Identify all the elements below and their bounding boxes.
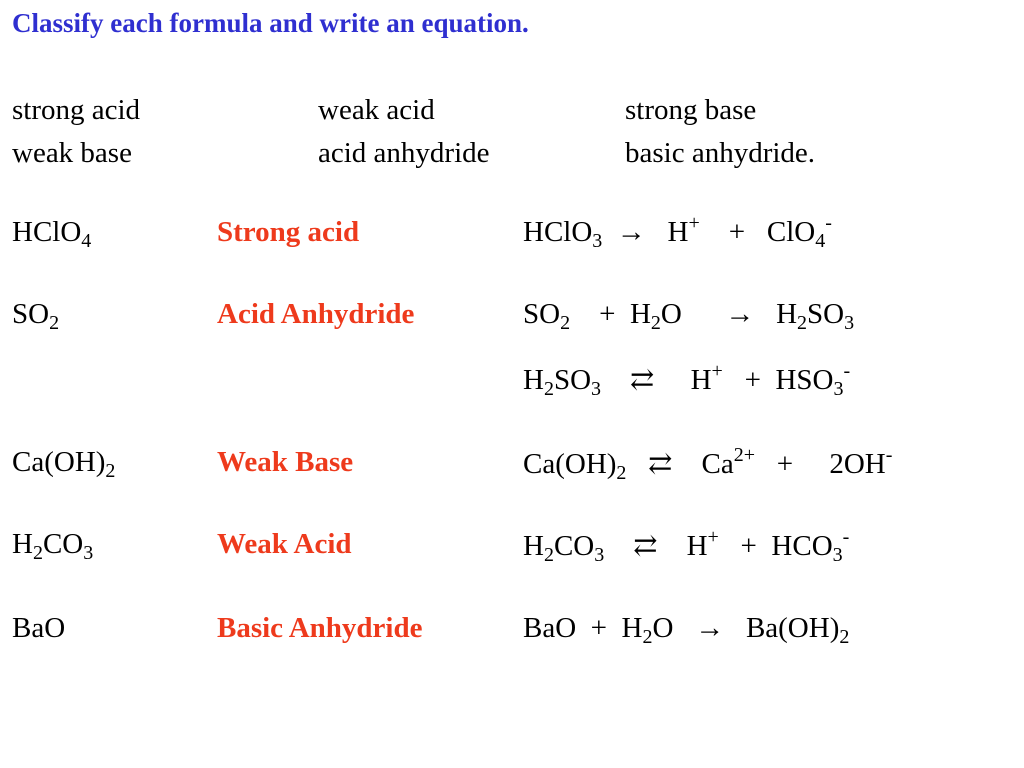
equation-bao: BaO + $H_2O \to Ba(OH)_2$ xyxy=(523,612,850,648)
category-strong-base: strong base xyxy=(625,94,757,126)
reaction-arrow: → xyxy=(695,612,725,644)
formula-caoh2: $Ca(OH)_2$ xyxy=(12,446,116,482)
plus-sign: + xyxy=(728,216,746,248)
equation-hclo4: HClO$_3$ → H+ + ClO$_4$- xyxy=(523,212,832,252)
plus-sign: + xyxy=(590,612,608,644)
category-weak-base: weak base xyxy=(12,137,132,169)
formula-so2: $SO_2$ xyxy=(12,298,60,334)
formula-h2co3: $H_2CO_3$ xyxy=(12,528,94,564)
reaction-arrow: → xyxy=(725,298,755,330)
classification-label: Acid Anhydride xyxy=(217,298,415,330)
classification-label: Weak Acid xyxy=(217,528,352,560)
plus-sign: + xyxy=(776,448,794,480)
plus-sign: + xyxy=(740,530,757,562)
reaction-arrow: → xyxy=(616,216,646,248)
category-strong-acid: strong acid xyxy=(12,94,141,126)
slide-title: Classify each formula and write an equation. xyxy=(12,8,529,38)
category-basic-anhydride: basic anhydride. xyxy=(625,137,816,169)
equilibrium-arrow: ⇄ xyxy=(648,448,673,480)
equation-caoh2: $Ca(OH)_2$ ⇄ $Ca^{2+}$ + 2OH- xyxy=(523,444,893,484)
equation-h2so3: $H_2SO_3$ ⇄ H+ + $HSO_3^-$ xyxy=(523,360,851,400)
plus-sign: + xyxy=(744,364,761,396)
equation-h2co3: $H_2CO_3$ ⇄ H+ + $HCO_3^-$ xyxy=(523,526,850,566)
classification-label: Weak Base xyxy=(217,446,354,478)
equation-so2: $SO_2$ + $H_2O$ → $H_2SO_3$ xyxy=(523,298,855,334)
classification-label: Strong acid xyxy=(217,216,360,248)
equilibrium-arrow: ⇄ xyxy=(630,364,655,396)
equilibrium-arrow: ⇄ xyxy=(633,530,658,562)
formula-bao: BaO xyxy=(12,612,66,644)
classification-label: Basic Anhydride xyxy=(217,612,423,644)
formula-hclo4: HClO$_4$ xyxy=(12,216,92,252)
category-acid-anhydride: acid anhydride xyxy=(318,137,490,169)
category-weak-acid: weak acid xyxy=(318,94,435,126)
plus-sign: + xyxy=(599,298,616,330)
